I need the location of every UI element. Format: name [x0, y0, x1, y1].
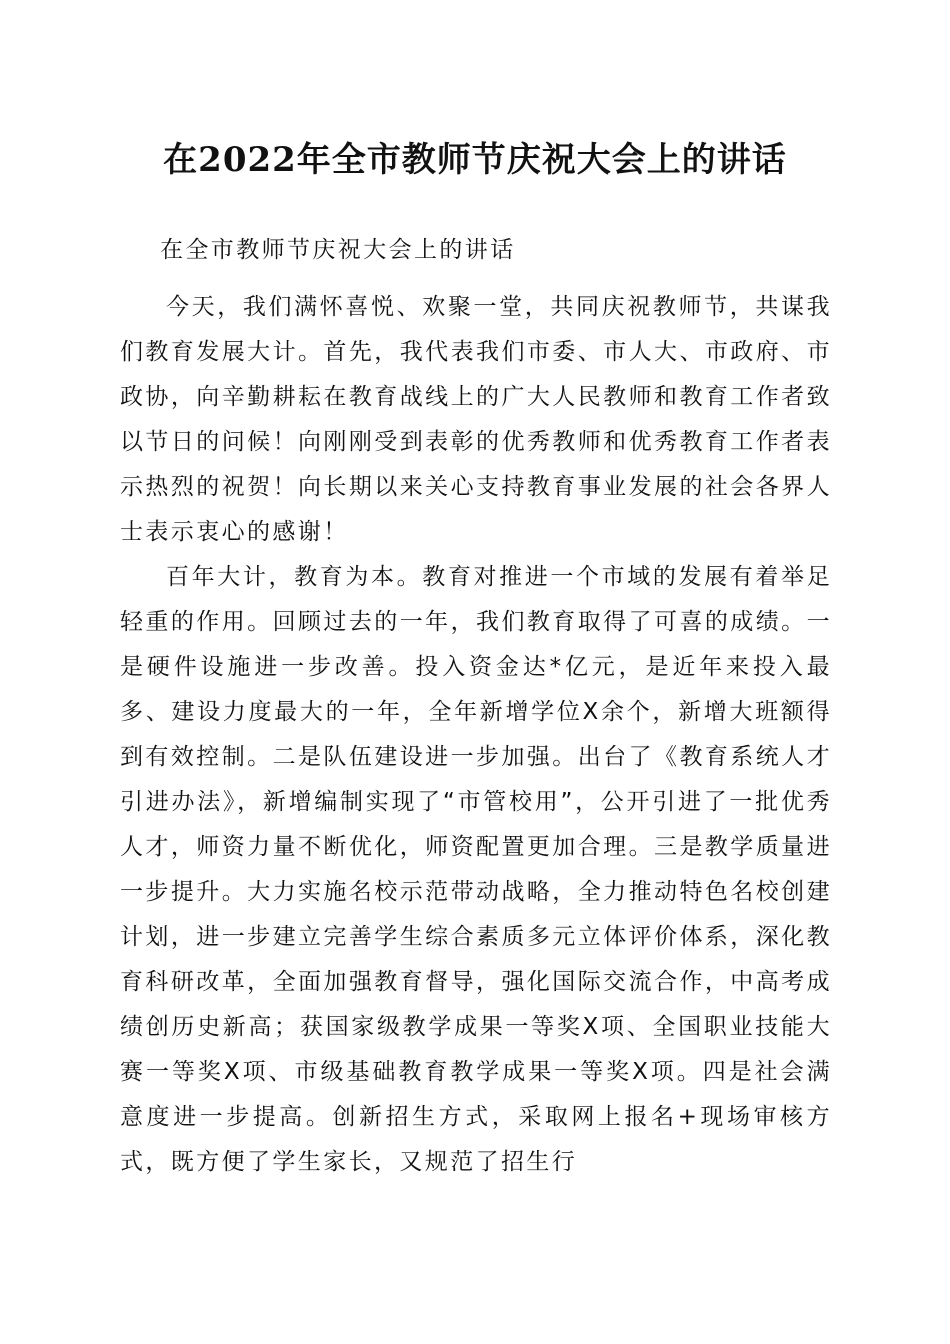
document-subtitle: 在全市教师节庆祝大会上的讲话 [160, 237, 516, 263]
paragraph-achievements: 百年大计，教育为本。教育对推进一个市域的发展有着举足轻重的作用。回顾过去的一年，我们教育取得了可喜的成绩。一是硬件设施进一步改善。投入资金达*亿元，是近年来投入最多、建设力度最大的一年，全年新增学位X余个，新增大班额得到有效控制。二是队伍建设进一步加强。出台了《教育系统人才引进办法》，新增编制实现了“市管校用”，公开引进了一批优秀人才，师资力量不断优化，师资配置更加合理。三是教学质量进一步提升。大力实施名校示范带动战略，全力推动特色名校创建计划，进一步建立完善学生综合素质多元立体评价体系，深化教育科研改革，全面加强教育督导，强化国际交流合作，中高考成绩创历史新高；获国家级教学成果一等奖X项、全国职业技能大赛一等奖X项、市级基础教育教学成果一等奖X项。四是社会满意度进一步提高。创新招生方式，采取网上报名+现场审核方式，既方便了学生家长，又规范了招生行 [120, 564, 832, 1175]
paragraph-greeting: 今天，我们满怀喜悦、欢聚一堂，共同庆祝教师节，共谋我们教育发展大计。首先，我代表我们市委、市人大、市政府、市政协，向辛勤耕耘在教育战线上的广大人民教师和教育工作者致以节日的问候！向刚刚受到表彰的优秀教师和优秀教育工作者表示热烈的祝贺！向长期以来关心支持教育事业发展的社会各界人士表示衷心的感谢！ [120, 294, 832, 545]
document-title: 在2022年全市教师节庆祝大会上的讲话 [163, 140, 787, 180]
document-body [120, 228, 832, 1185]
